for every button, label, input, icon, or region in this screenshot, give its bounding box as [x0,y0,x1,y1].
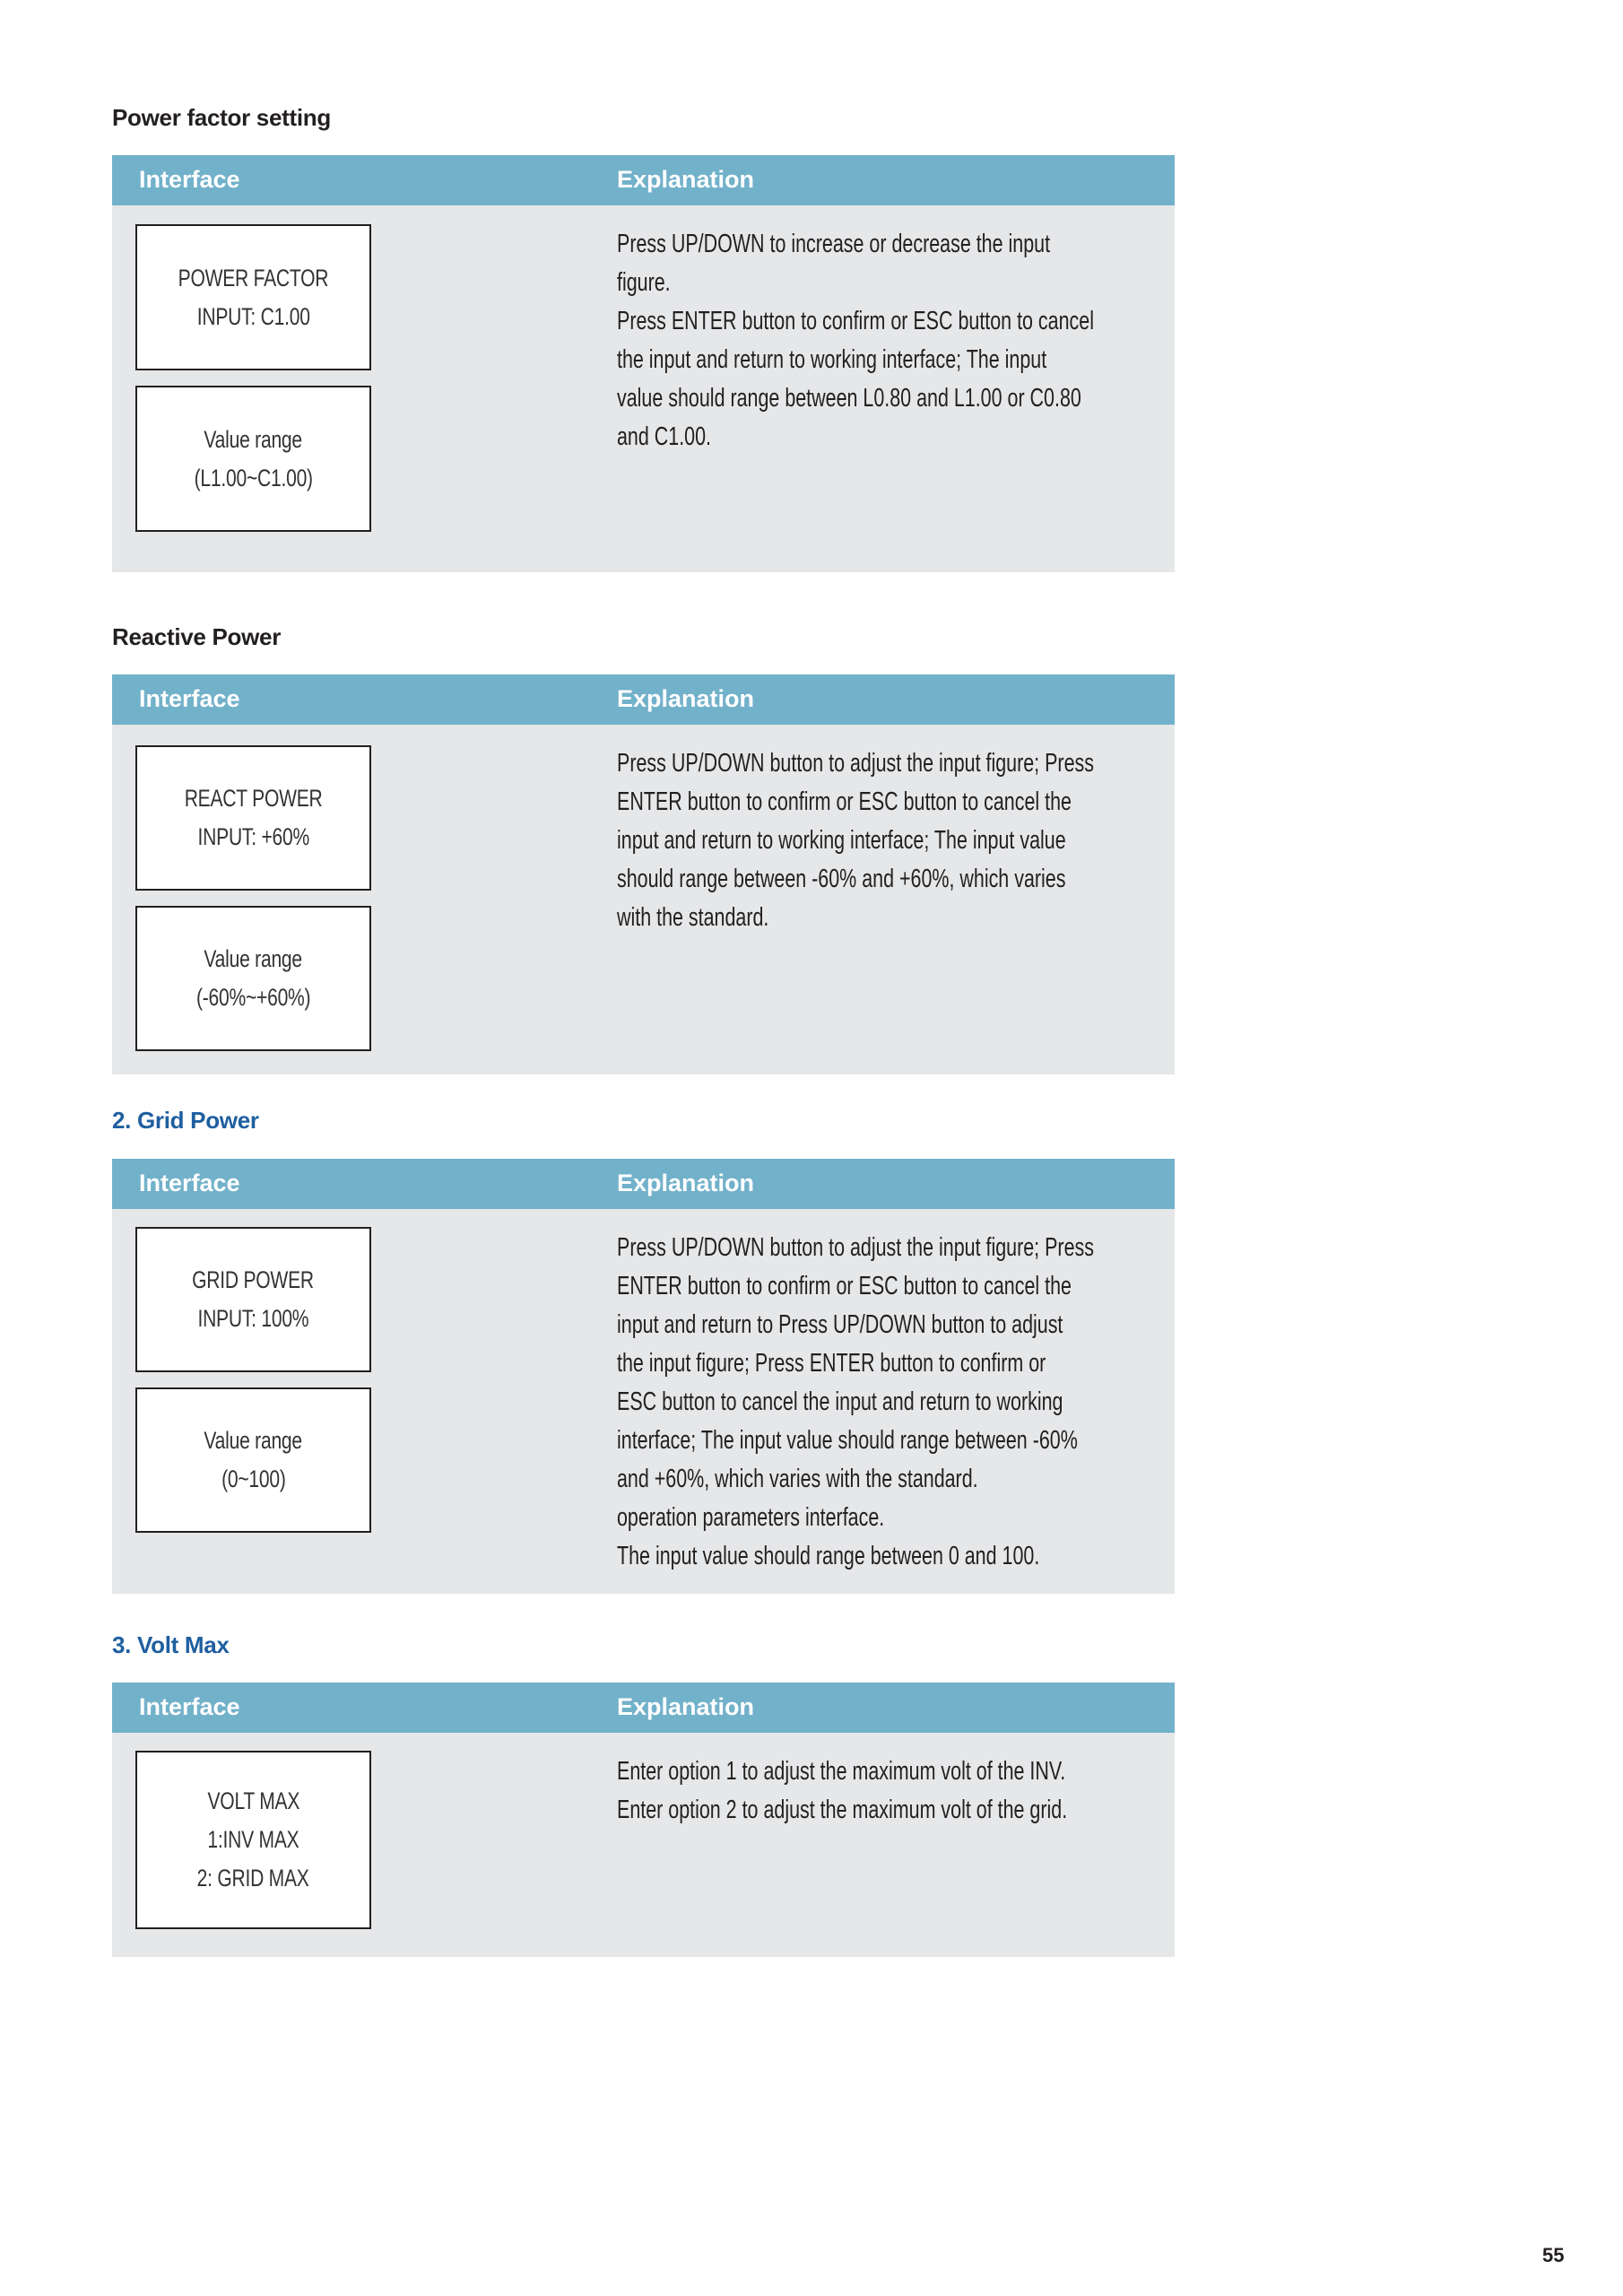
lcd-line: POWER FACTOR [178,264,329,291]
explanation-line: the input and return to working interface; The input [617,345,1047,374]
table-header [112,155,1175,205]
explanation-line: figure. [617,268,671,297]
section-heading: 2. Grid Power [112,1107,259,1134]
lcd-line: INPUT: +60% [197,823,309,850]
explanation-line: operation parameters interface. [617,1503,885,1532]
column-header-explanation: Explanation [617,1170,755,1196]
lcd-line: 2: GRID MAX [197,1865,309,1892]
lcd-line: Value range [204,945,303,972]
lcd-line: 1:INV MAX [207,1826,299,1853]
explanation-line: interface; The input value should range between -60% [617,1426,1078,1455]
column-header-interface: Interface [139,1170,240,1196]
column-header-explanation: Explanation [617,1693,755,1720]
lcd-line: INPUT: 100% [197,1305,309,1332]
page-number: 55 [1542,2244,1565,2266]
lcd-line: Value range [204,425,303,453]
explanation-line: input and return to working interface; The input value [617,826,1066,855]
lcd-screen-box [135,1227,371,1372]
explanation-line: The input value should range between 0 and 100. [617,1542,1040,1570]
explanation-line: and C1.00. [617,422,711,451]
explanation-line: and +60%, which varies with the standard. [617,1465,978,1493]
explanation-text [617,1752,1226,1830]
lcd-screen-box [135,745,371,891]
settings-table [112,1683,1175,1957]
lcd-screen-box [135,906,371,1051]
explanation-text [617,744,1262,937]
settings-table [112,674,1175,1074]
column-header-interface: Interface [139,685,240,712]
lcd-line: (L1.00~C1.00) [194,464,313,491]
settings-table [112,1159,1175,1594]
explanation-line: should range between -60% and +60%, which varies [617,865,1066,893]
lcd-line: (0~100) [221,1465,286,1492]
explanation-line: Press UP/DOWN button to adjust the input figure; Press [617,1233,1094,1262]
explanation-text [617,1229,1262,1576]
column-header-explanation: Explanation [617,685,755,712]
lcd-screen-box [135,386,371,532]
settings-table [112,155,1175,572]
table-header [112,674,1175,725]
explanation-line: ESC button to cancel the input and return to working [617,1387,1063,1416]
lcd-line: Value range [204,1427,303,1454]
lcd-line: (-60%~+60%) [195,984,311,1011]
lcd-screen-box [135,1387,371,1533]
table-header [112,1159,1175,1209]
explanation-text [617,225,1262,457]
column-header-explanation: Explanation [617,166,755,193]
explanation-line: the input figure; Press ENTER button to confirm or [617,1349,1046,1378]
explanation-line: Enter option 2 to adjust the maximum volt of the grid. [617,1796,1068,1824]
column-header-interface: Interface [139,1693,240,1720]
column-header-interface: Interface [139,166,240,193]
explanation-line: Press ENTER button to confirm or ESC button to cancel [617,307,1094,335]
section-heading: Reactive Power [112,623,282,650]
lcd-line: VOLT MAX [207,1787,299,1814]
explanation-line: ENTER button to confirm or ESC button to cancel the [617,787,1072,816]
lcd-line: GRID POWER [192,1266,315,1293]
explanation-line: Press UP/DOWN to increase or decrease the input [617,230,1051,258]
table-header [112,1683,1175,1733]
explanation-line: with the standard. [617,903,769,932]
explanation-line: ENTER button to confirm or ESC button to cancel the [617,1272,1072,1300]
section-heading: 3. Volt Max [112,1631,230,1658]
lcd-screen-box [135,1751,371,1929]
lcd-line: REACT POWER [184,785,323,812]
explanation-line: Enter option 1 to adjust the maximum volt of the INV. [617,1757,1066,1786]
lcd-line: INPUT: C1.00 [196,302,310,330]
lcd-screen-box [135,224,371,370]
explanation-line: Press UP/DOWN button to adjust the input figure; Press [617,749,1094,778]
section-heading: Power factor setting [112,104,331,131]
explanation-line: input and return to Press UP/DOWN button to adjust [617,1310,1063,1339]
explanation-line: value should range between L0.80 and L1.00 or C0.80 [617,384,1081,413]
